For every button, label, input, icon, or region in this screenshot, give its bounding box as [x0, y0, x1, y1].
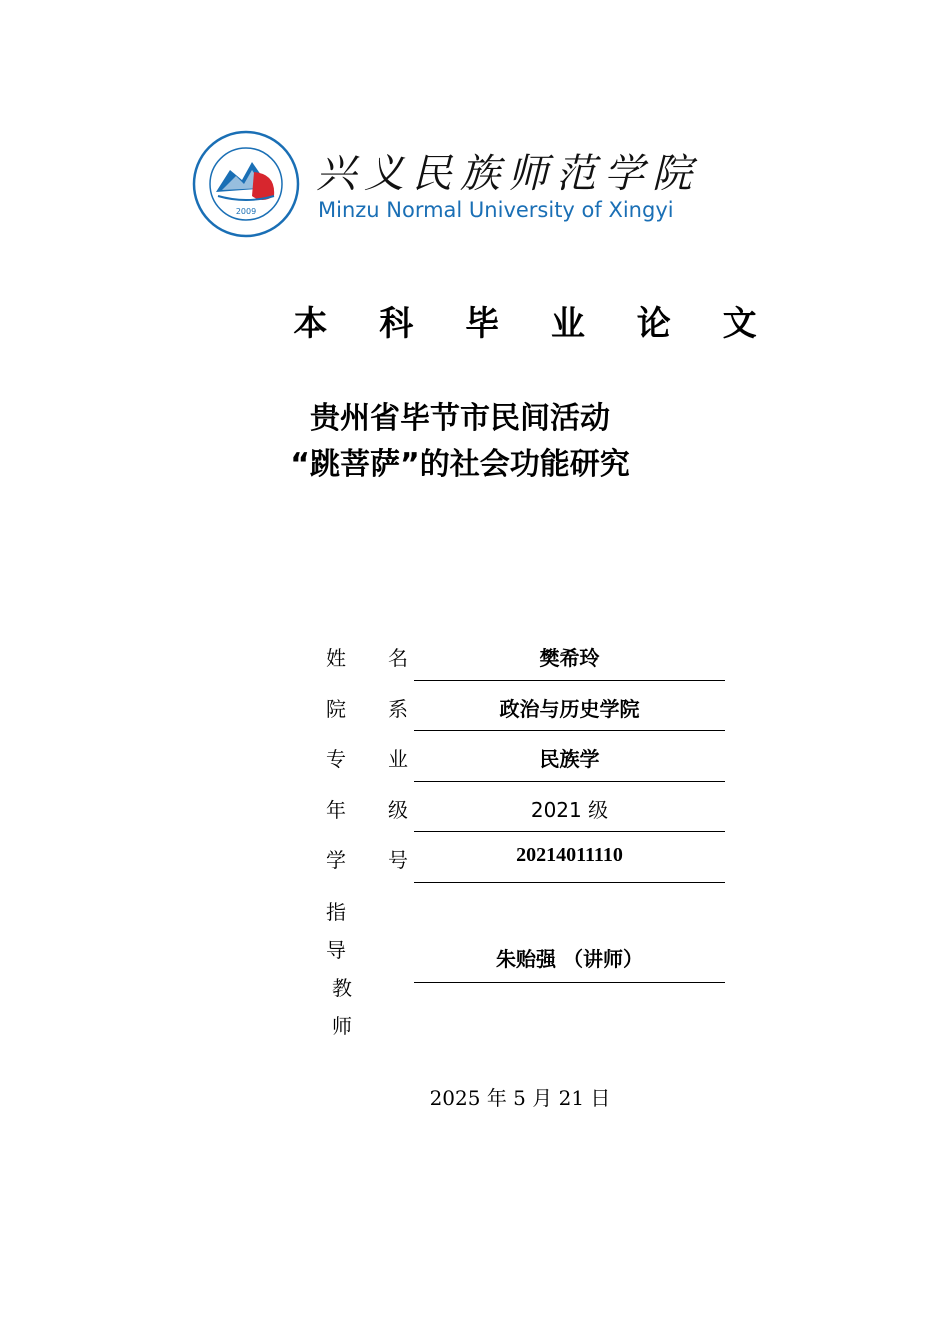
info-value-student-id: 20214011110: [516, 844, 623, 866]
info-label: 院 系: [326, 696, 408, 721]
info-label: 姓 名: [326, 646, 408, 670]
university-name-english: Minzu Normal University of Xingyi: [318, 198, 674, 222]
info-value-major: 民族学: [539, 747, 600, 771]
info-label: 专 业: [326, 747, 408, 771]
info-value-name: 樊希玲: [539, 646, 600, 670]
underline: [414, 982, 725, 983]
info-row-major: [320, 731, 725, 782]
university-logo: [190, 128, 735, 240]
info-value-grade: 2021 级: [530, 797, 609, 822]
thesis-title: [0, 396, 920, 488]
info-row-name: [320, 630, 725, 681]
seal-year: 2009: [235, 207, 257, 216]
info-label: 学 号: [326, 848, 408, 872]
thesis-title-line-1: 贵州省毕节市民间活动: [310, 401, 610, 436]
info-label: 年 级: [326, 797, 408, 822]
info-label-advisor: 指 导 教 师: [326, 899, 364, 1038]
student-info-table: [320, 630, 725, 1038]
university-name-chinese: 兴义民族师范学院: [316, 151, 700, 197]
thesis-title-line-2: “跳菩萨”的社会功能研究: [290, 447, 630, 482]
submission-date: 2025 年 5 月 21 日: [429, 1086, 611, 1110]
info-row-grade: [320, 782, 725, 833]
info-row-advisor: [320, 883, 725, 1038]
document-type-heading: 本 科 毕 业 论 文: [293, 304, 777, 344]
info-row-department: [320, 681, 725, 732]
info-value-advisor: 朱贻强 （讲师）: [496, 946, 643, 971]
university-seal-icon: [192, 130, 300, 238]
info-row-student-id: [320, 832, 725, 883]
info-value-department: 政治与历史学院: [499, 696, 640, 721]
